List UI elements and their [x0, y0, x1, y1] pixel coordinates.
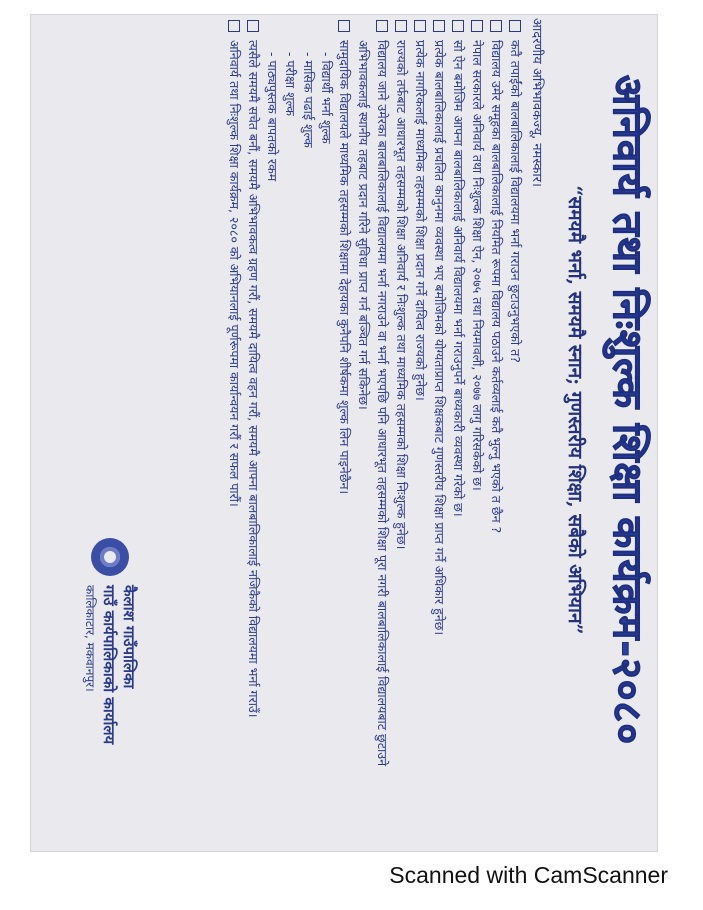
checkbox-icon: [247, 20, 259, 32]
list-item: नेपाल सरकारले अनिवार्य तथा निःशुल्क शिक्षा ऐन, २०७५ तथा नियमावली, २०७७ लागु गरिसकेको छ।: [468, 18, 487, 808]
checkbox-icon: [376, 20, 388, 32]
list-item: प्रत्येक बालबालिकालाई प्रचलित कानुनमा व्यवस्था भए बमोजिमको योग्यताप्राप्त शिक्षकबाट गुणस्तरीय शिक्षा प्राप्त गर्ने अधिकार हुनेछ।: [430, 18, 449, 808]
fee-item: - पाठ्यपुस्तक बापतको रकम: [265, 52, 280, 182]
checkbox-icon: [414, 20, 426, 32]
office-address: कालिकाटार, मकवानपुर।: [83, 585, 97, 692]
notice-sheet: [41, 0, 669, 838]
fee-item: - विद्यार्थी भर्ना शुल्क: [319, 52, 334, 144]
fee-item: - परीक्षा शुल्क: [283, 52, 298, 116]
list-item: सो ऐन बमोजिम आफ्ना बालबालिकालाई अनिवार्य विद्यालयमा भर्ना गराउनुपर्ने बाध्यकारी व्यवस्था गरेको छ।: [449, 18, 468, 808]
notice-list: [225, 18, 525, 808]
office-signature: [81, 585, 139, 805]
checkbox-icon: [471, 20, 483, 32]
checkbox-icon: [395, 20, 407, 32]
checkbox-icon: [452, 20, 464, 32]
checkbox-icon: [338, 20, 350, 32]
office-name: कैलाश गाउँपालिका: [120, 585, 138, 689]
list-item: कतै तपाईंको बालबालिकालाई विद्यालयमा भर्ना गराउन छुटाउनुभएको त?: [506, 18, 525, 808]
scanner-watermark: Scanned with CamScanner: [389, 862, 668, 888]
list-item: त्यसैले समयमै सचेत बनौं, समयमै अभिभावकत्व ग्रहण गरौं, समयमै दायित्व वहन गरौं, समयमै आफ्ना बालबालिकालाई नजिकैको विद्यालयमा भर्ना गराउँ।: [244, 18, 263, 808]
fee-item: - मासिक पढाई शुल्क: [301, 52, 316, 148]
checkbox-icon: [490, 20, 502, 32]
list-item: सामुदायिक विद्यालयले माध्यमिक तहसम्मको शिक्षामा देहायका कुनैपनि शीर्षकमा शुल्क लिन पाइनेछैन।: [335, 18, 354, 808]
emblem-icon: [91, 538, 129, 576]
list-item: विद्यालय उमेर समूहका बालबालिकालाई नियमित रूपमा विद्यालय पठाउने कर्तव्यलाई कतै भुल्नु भएको त छैन ?: [487, 18, 506, 808]
checkbox-icon: [509, 20, 521, 32]
list-item: राज्यको तर्फबाट आधारभूत तहसम्मको शिक्षा अनिवार्य र निःशुल्क तथा माध्यमिक तहसम्मको शिक्षा निःशुल्क हुनेछ।: [392, 18, 411, 808]
notice-title: अनिवार्य तथा निःशुल्क शिक्षा कार्यक्रम-२०८०: [604, 74, 650, 746]
list-item: विद्यालय जाने उमेरका बालबालिकालाई विद्यालयमा भर्ना नगराउने वा भर्ना भएपछि पनि आधारभूत तहसम्मको शिक्षा पूरा नगरी बालबालिकालाई विद्यालयबाट छुटाउने अभिभावकलाई स्थानीय तहबाट प्रदान गरिने सुविधा प्राप्त गर्न बञ्चित गर्न सकिनेछ।: [354, 18, 392, 808]
list-item: अनिवार्य तथा निःशुल्क शिक्षा कार्यक्रम, २०८० को अभियानलाई पूर्णरूपमा कार्यान्वयन गरौं र सफल पारौं।: [225, 18, 244, 808]
office-subtitle: गाउँ कार्यपालिकाको कार्यालय: [100, 585, 118, 745]
greeting: आदरणीय अभिभावकज्यू, नमस्कार।: [529, 18, 544, 187]
notice-tagline: “समयमै भर्ना, समयमै स्नान; गुणस्तरीय शिक्षा, सबैको अभियान”: [564, 185, 586, 635]
checkbox-icon: [433, 20, 445, 32]
list-item: प्रत्येक नागरिकलाई माध्यमिक तहसम्मको शिक्षा प्रदान गर्ने दायित्व राज्यको हुनेछ।: [411, 18, 430, 808]
checkbox-icon: [228, 20, 240, 32]
